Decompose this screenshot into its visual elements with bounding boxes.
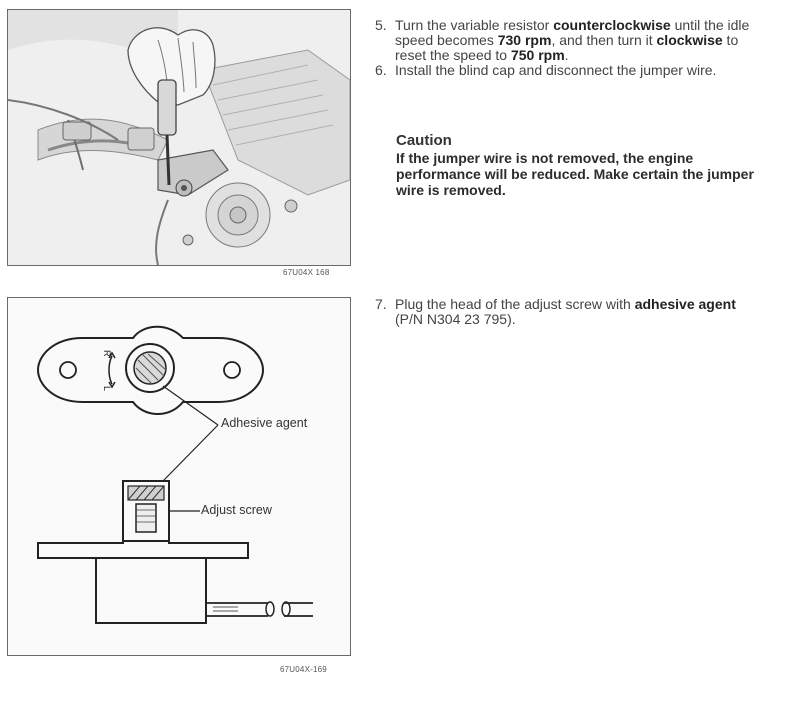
mount-hole-left xyxy=(60,362,76,378)
figure-code-1: 67U04X 168 xyxy=(283,268,330,277)
figure-code-2: 67U04X-169 xyxy=(280,665,327,674)
step-emphasis: 730 rpm xyxy=(497,32,552,48)
step-text: to reset the speed to xyxy=(395,32,739,63)
step-emphasis: clockwise xyxy=(656,32,723,48)
arrow-label-top: R xyxy=(102,350,112,357)
resistor-body xyxy=(96,558,206,623)
step-emphasis: adhesive agent xyxy=(634,296,736,312)
caution-title: Caution xyxy=(396,132,452,149)
step-item xyxy=(375,18,767,63)
photo-adjusting-variable-resistor xyxy=(7,9,351,266)
engine-photo-illustration xyxy=(8,10,350,265)
step-text: (P/N N304 23 795). xyxy=(395,311,516,327)
step-text: , and then turn it xyxy=(551,32,657,48)
instruction-steps-5-6 xyxy=(375,18,767,78)
step-number: 6. xyxy=(375,62,387,78)
adhesive-fill xyxy=(134,352,166,384)
step-text: . xyxy=(564,47,569,63)
step-number: 5. xyxy=(375,17,387,33)
step-emphasis: 750 rpm xyxy=(510,47,565,63)
instruction-step-7 xyxy=(375,297,767,327)
mount-hole-right xyxy=(224,362,240,378)
step-emphasis: counterclockwise xyxy=(553,17,671,33)
step-text: Install the blind cap and disconnect the jumper wire. xyxy=(395,62,717,78)
adjust-screw xyxy=(136,504,156,532)
step-text: Plug the head of the adjust screw with xyxy=(395,296,635,312)
caution-body: If the jumper wire is not removed, the engine performance will be reduced. Make certain the jumper wire is removed. xyxy=(396,150,754,198)
adjust-screw-drawing xyxy=(8,298,350,655)
adjust-screw-diagram xyxy=(7,297,351,656)
callout-adhesive-agent: Adhesive agent xyxy=(221,416,308,430)
arrow-label-bottom: L xyxy=(102,386,112,392)
step-text: Turn the variable resistor xyxy=(395,17,554,33)
step-number: 7. xyxy=(375,296,387,312)
step-item xyxy=(375,297,767,327)
callout-adjust-screw: Adjust screw xyxy=(201,503,272,517)
step-item xyxy=(375,63,767,78)
caution-box xyxy=(396,133,768,198)
rotation-arrow xyxy=(109,356,112,384)
step-text: until the idle speed becomes xyxy=(395,17,750,48)
